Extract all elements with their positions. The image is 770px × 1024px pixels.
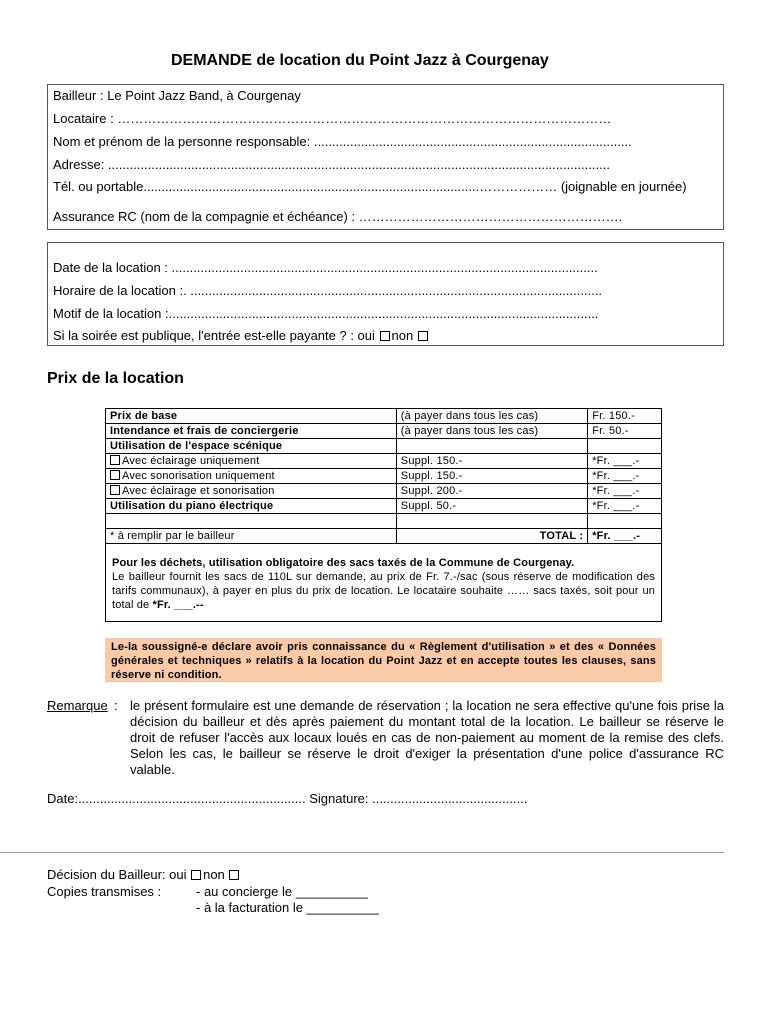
row-label: Utilisation du piano électrique [106, 499, 397, 514]
decision-non-checkbox[interactable] [229, 870, 239, 880]
price-table [105, 408, 662, 544]
nom-field[interactable]: Nom et prénom de la personne responsable: ........................................................................................ [53, 134, 632, 149]
row-condition: (à payer dans tous les cas) [396, 409, 587, 424]
row-price[interactable]: *Fr. ___.- [588, 454, 662, 469]
option-label: Avec éclairage et sonorisation [122, 484, 275, 497]
table-row [106, 484, 662, 499]
row-label: Utilisation de l'espace scénique [106, 439, 397, 454]
table-row [106, 499, 662, 514]
option-sonorisation[interactable] [106, 469, 397, 484]
page-title: DEMANDE de location du Point Jazz à Courgenay [171, 52, 549, 69]
row-condition: Suppl. 150.- [396, 454, 587, 469]
eclairage-sonorisation-checkbox[interactable] [110, 485, 120, 495]
decision-oui-checkbox[interactable] [191, 870, 201, 880]
copie-concierge[interactable]: - au concierge le __________ [196, 884, 369, 899]
sonorisation-checkbox[interactable] [110, 470, 120, 480]
date-signature-line[interactable]: Date:............................................................... Signature: ........................................... [47, 791, 528, 806]
option-eclairage[interactable] [106, 454, 397, 469]
row-price[interactable]: *Fr. ___.- [588, 469, 662, 484]
horaire-field[interactable]: Horaire de la location :. .................................................................................................................. [53, 283, 603, 298]
option-label: Avec éclairage uniquement [122, 454, 260, 467]
motif-field[interactable]: Motif de la location :....................................................................................................................... [53, 306, 599, 321]
decision-non-label: non [203, 867, 225, 882]
row-condition: Suppl. 200.- [396, 484, 587, 499]
copie-facturation[interactable]: - à la facturation le __________ [196, 900, 379, 915]
row-label: Prix de base [106, 409, 397, 424]
telephone-field[interactable]: Tél. ou portable.............................................................................................……………… (joignable en journée) [53, 179, 687, 194]
decision-text: Décision du Bailleur: oui [47, 867, 187, 882]
row-condition: (à payer dans tous les cas) [396, 424, 587, 439]
row-condition [396, 439, 587, 454]
dechets-box [105, 540, 662, 622]
table-row [106, 469, 662, 484]
dechets-total[interactable]: *Fr. ___.-- [152, 599, 204, 611]
option-eclairage-sonorisation[interactable] [106, 484, 397, 499]
eclairage-checkbox[interactable] [110, 455, 120, 465]
table-row [106, 454, 662, 469]
soiree-question-text: Si la soirée est publique, l'entrée est-elle payante ? : oui [53, 328, 375, 343]
table-row [106, 409, 662, 424]
dechets-text: Le bailleur fournit les sacs de 110L sur demande, au prix de Fr. 7.-/sac (sous réserve de modification des tarifs communaux), à payer en plus du prix de location. Le locataire souhaite …… sacs taxés, soit pour un total de [112, 571, 655, 611]
row-price[interactable]: *Fr. ___.- [588, 499, 662, 514]
total-value[interactable]: *Fr. ___.- [588, 529, 662, 544]
date-location-field[interactable]: Date de la location : ...................................................................................................................... [53, 260, 598, 275]
option-label: Avec sonorisation uniquement [122, 469, 275, 482]
remarque-text: le présent formulaire est une demande de réservation ; la location ne sera effective qu'une fois prise la décision du bailleur et dès après paiement du montant total de la location. Le bailleur se réserve le droit de refuser l'accès aux locaux loués en cas de non-paiement au moment de la remise des clefs. Selon les cas, le bailleur se réserve le droit d'exiger la présentation d'une police d'assurance RC valable. [130, 698, 724, 777]
row-condition: Suppl. 50.- [396, 499, 587, 514]
total-label: TOTAL : [396, 529, 587, 544]
non-label: non [391, 328, 414, 343]
row-price: Fr. 150.- [588, 409, 662, 424]
copies-label: Copies transmises : [47, 884, 162, 899]
row-condition: Suppl. 150.- [396, 469, 587, 484]
remarque-label: Remarque [47, 698, 108, 713]
table-row [106, 424, 662, 439]
non-checkbox[interactable] [418, 331, 428, 341]
table-row [106, 514, 662, 529]
table-row [106, 439, 662, 454]
locataire-field[interactable]: Locataire : …………………………………………………………………………………………………… [53, 111, 612, 126]
decision-line [47, 867, 241, 882]
remarque-colon: : [114, 698, 118, 713]
bailleur-note: * à remplir par le bailleur [106, 529, 397, 544]
assurance-field[interactable]: Assurance RC (nom de la compagnie et échéance) : ……………………………………………………. [53, 209, 623, 224]
row-label: Intendance et frais de conciergerie [106, 424, 397, 439]
prix-heading: Prix de la location [47, 370, 184, 387]
bailleur-line: Bailleur : Le Point Jazz Band, à Courgenay [53, 88, 301, 103]
soiree-payante-question [53, 328, 430, 343]
oui-checkbox[interactable] [380, 331, 390, 341]
separator-line [0, 852, 724, 853]
adresse-field[interactable]: Adresse: ........................................................................................................................................... [53, 157, 610, 172]
row-price [588, 439, 662, 454]
row-price[interactable]: *Fr. ___.- [588, 484, 662, 499]
declaration-box: Le-la soussigné-e déclare avoir pris connaissance du « Règlement d'utilisation » et des « Données générales et techniques » relatifs à la location du Point Jazz et en accepte toutes les clauses, sans réserve ni condition. [105, 638, 662, 682]
dechets-title: Pour les déchets, utilisation obligatoire des sacs taxés de la Commune de Courgenay. [112, 557, 575, 569]
row-price: Fr. 50.- [588, 424, 662, 439]
